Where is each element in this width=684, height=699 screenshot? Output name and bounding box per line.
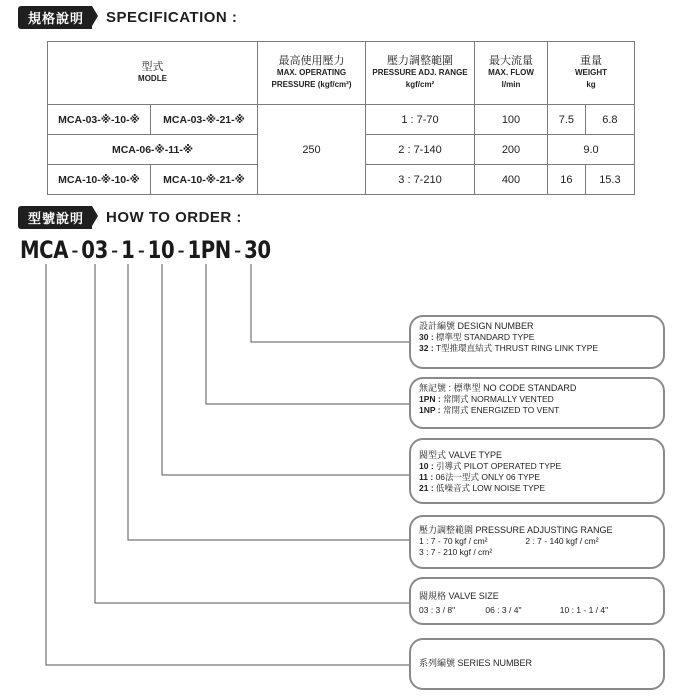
valve-size-title — [419, 591, 655, 602]
valve-type-en: LOW NOISE TYPE — [472, 483, 546, 493]
weight-cell: 16 — [548, 165, 586, 195]
code-dash: - — [71, 236, 79, 264]
header-flow-cn: 最大流量 — [489, 55, 533, 67]
valve-type-code: 21 : — [419, 483, 434, 493]
pressure-range-item: 3 : 7 - 210 kgf / cm² — [419, 547, 493, 557]
valve-type-cn: 低噪音式 — [436, 483, 471, 493]
code-type: 10 — [147, 236, 175, 264]
specification-title: SPECIFICATION : — [106, 9, 238, 26]
leader-line-vent — [206, 264, 409, 404]
header-pressure-en1: MAX. OPERATING — [276, 68, 347, 77]
pressure-range-item: 2 : 7 - 140 kgf / cm² — [525, 536, 599, 546]
valve-type-item — [419, 483, 655, 494]
design-title-en: DESIGN NUMBER — [457, 321, 534, 331]
vent-title-en: NO CODE STANDARD — [483, 383, 577, 393]
weight-cell: 9.0 — [548, 135, 635, 165]
vent-title — [419, 383, 655, 394]
header-range-en1: PRESSURE ADJ. RANGE — [372, 68, 468, 77]
vent-cn: 常開式 — [443, 394, 469, 404]
design-code: 30 : — [419, 332, 434, 342]
valve-type-cn: 06法一型式 — [435, 472, 480, 482]
code-range: 1 — [121, 236, 135, 264]
series-title-en: SERIES NUMBER — [457, 658, 533, 668]
valve-size-title-cn: 閥規格 — [419, 591, 447, 601]
leader-line-design — [251, 264, 409, 342]
leader-line-range — [128, 264, 409, 540]
design-en: STANDARD TYPE — [463, 332, 535, 342]
valve-size-item: 06 : 3 / 4" — [485, 605, 522, 615]
weight-cell: 6.8 — [585, 105, 634, 135]
valve-type-en: ONLY 06 TYPE — [481, 472, 540, 482]
design-number-box — [409, 315, 665, 369]
valve-type-item — [419, 472, 655, 483]
header-weight-cn: 重量 — [580, 55, 602, 67]
pressure-range-box — [409, 515, 665, 569]
vent-item — [419, 405, 655, 416]
specification-badge: 規格說明 — [18, 6, 92, 29]
header-weight-en2: kg — [586, 80, 596, 89]
valve-size-row — [419, 605, 655, 616]
flow-cell: 400 — [475, 165, 548, 195]
code-dash: - — [137, 236, 145, 264]
series-number-box — [409, 638, 665, 690]
design-title — [419, 321, 655, 332]
weight-cell: 15.3 — [585, 165, 634, 195]
pressure-range-row — [419, 536, 655, 547]
pressure-cell: 250 — [258, 105, 366, 195]
header-flow-en2: l/min — [501, 80, 521, 89]
leader-line-size — [95, 264, 409, 603]
valve-type-title — [419, 450, 655, 461]
pressure-range-row — [419, 547, 655, 558]
valve-type-title-en: VALVE TYPE — [448, 450, 503, 460]
valve-type-title-cn: 閥型式 — [419, 450, 447, 460]
model-cell: MCA-03-※-10-※ — [48, 105, 151, 135]
valve-type-box — [409, 438, 665, 504]
header-weight-en1: WEIGHT — [575, 68, 607, 77]
pressure-range-title-en: PRESSURE ADJUSTING RANGE — [475, 525, 613, 535]
valve-size-item: 10 : 1 - 1 / 4" — [559, 605, 609, 615]
pressure-range-title-cn: 壓力調整範圍 — [419, 525, 474, 535]
vent-code: 1PN : — [419, 394, 441, 404]
code-series: MCA — [20, 236, 69, 264]
code-dash: - — [111, 236, 118, 264]
model-cell: MCA-03-※-21-※ — [151, 105, 258, 135]
vent-title-cn: 無記號 — [419, 383, 447, 393]
order-title: HOW TO ORDER : — [106, 209, 242, 226]
series-title-cn: 系列編號 — [419, 658, 456, 668]
header-model-en: MODLE — [138, 74, 167, 83]
pressure-range-item: 1 : 7 - 70 kgf / cm² — [419, 536, 488, 546]
code-dash: - — [177, 236, 185, 264]
leader-line-series — [46, 264, 409, 665]
vent-code: 1NP : — [419, 405, 441, 415]
header-range-cn: 壓力調整範圍 — [387, 55, 453, 67]
range-cell: 1 : 7-70 — [366, 105, 475, 135]
valve-size-title-en: VALVE SIZE — [448, 591, 499, 601]
range-cell: 2 : 7-140 — [366, 135, 475, 165]
design-item — [419, 343, 655, 354]
flow-cell: 200 — [475, 135, 548, 165]
valve-type-code: 10 : — [419, 461, 434, 471]
valve-type-cn: 引導式 — [436, 461, 462, 471]
vent-cn: 常閉式 — [442, 405, 469, 415]
design-cn: T型推環直結式 — [435, 343, 493, 353]
header-pressure-en2: PRESSURE (kgf/cm²) — [271, 80, 352, 89]
flow-cell: 100 — [475, 105, 548, 135]
header-model-cn: 型式 — [141, 61, 164, 73]
leader-line-type — [162, 264, 409, 475]
code-dash: - — [234, 236, 241, 264]
design-item — [419, 332, 655, 343]
pressure-range-title — [419, 525, 655, 536]
design-title-cn: 設計編號 — [419, 321, 456, 331]
valve-type-code: 11 : — [419, 472, 434, 482]
model-cell: MCA-06-※-11-※ — [48, 135, 258, 165]
code-vent: 1PN — [187, 236, 231, 264]
valve-size-item: 03 : 3 / 8" — [419, 605, 456, 615]
range-cell: 3 : 7-210 — [366, 165, 475, 195]
code-size: 03 — [81, 236, 108, 264]
vent-en: ENERGIZED TO VENT — [470, 405, 560, 415]
model-cell: MCA-10-※-10-※ — [48, 165, 151, 195]
code-design: 30 — [244, 236, 271, 264]
vent-box — [409, 377, 665, 429]
vent-title-sep: : — [448, 383, 452, 393]
design-en: THRUST RING LINK TYPE — [494, 343, 599, 353]
header-pressure-cn: 最高使用壓力 — [278, 55, 345, 67]
vent-en: NORMALLY VENTED — [471, 394, 554, 404]
valve-size-box — [409, 577, 665, 625]
design-cn: 標準型 — [436, 332, 462, 342]
header-range-en2: kgf/cm² — [405, 80, 435, 89]
vent-item — [419, 394, 655, 405]
valve-type-en: PILOT OPERATED TYPE — [463, 461, 562, 471]
design-code: 32 : — [419, 343, 434, 353]
series-title — [419, 658, 655, 669]
vent-title-cn2: 標準型 — [453, 383, 481, 393]
order-badge: 型號說明 — [18, 206, 92, 229]
weight-cell: 7.5 — [548, 105, 586, 135]
header-flow-en1: MAX. FLOW — [488, 68, 534, 77]
model-cell: MCA-10-※-21-※ — [151, 165, 258, 195]
valve-type-item — [419, 461, 655, 472]
